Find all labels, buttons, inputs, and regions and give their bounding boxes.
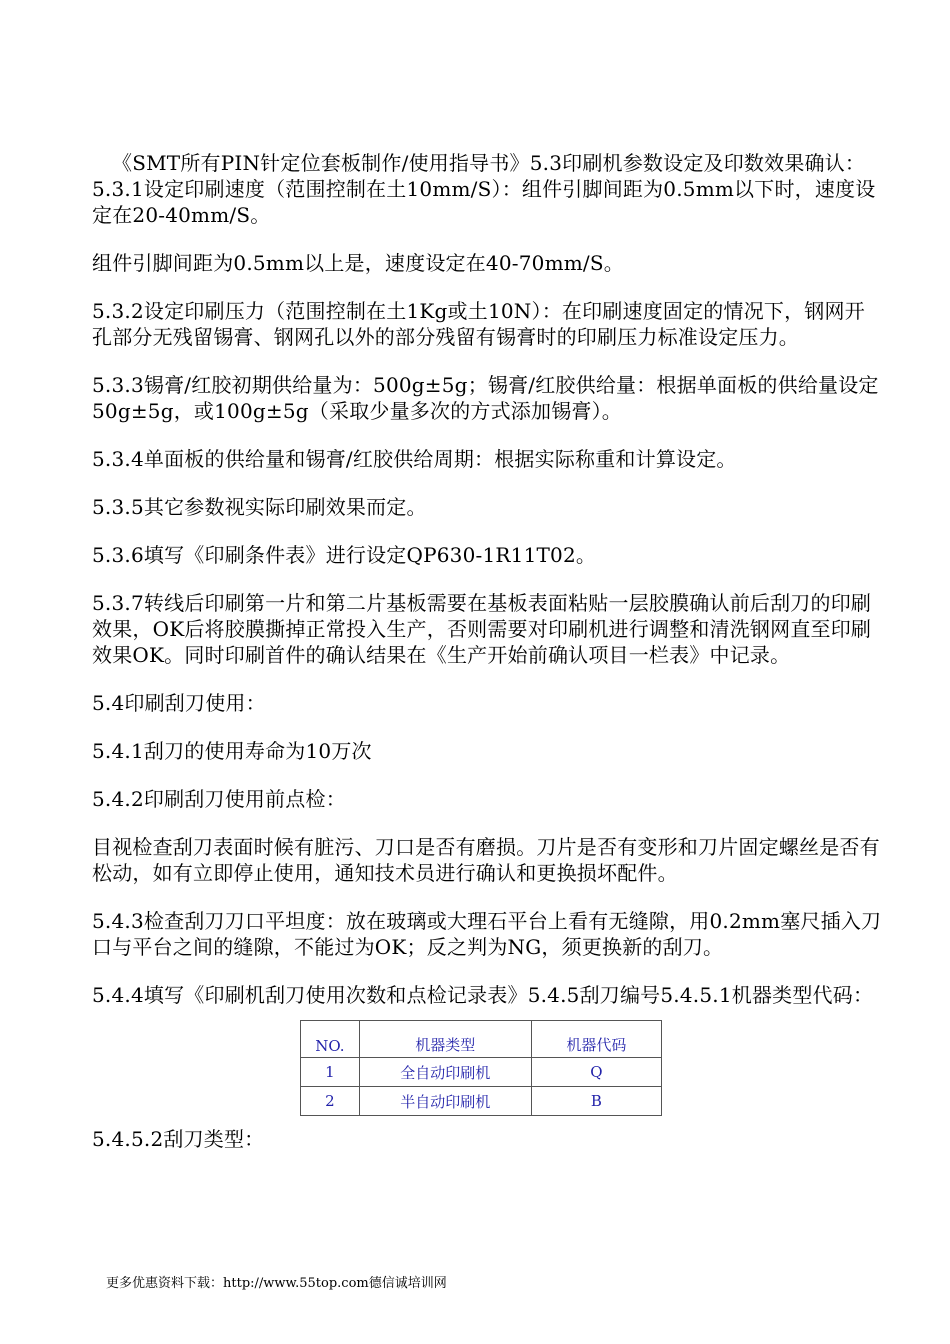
paragraph-5-3-3: 5.3.3锡膏/红胶初期供给量为：500g±5g；锡膏/红胶供给量：根据单面板的供给量设定50g±5g，或100g±5g（采取少量多次的方式添加锡膏）。 <box>92 373 879 423</box>
table-row <box>301 1087 662 1116</box>
table-header-machine-type: 机器类型 <box>359 1021 531 1058</box>
table-header-no: NO. <box>301 1021 360 1058</box>
paragraph-visual-inspection: 目视检查刮刀表面时候有脏污、刀口是否有磨损。刀片是否有变形和刀片固定螺丝是否有松动，如有立即停止使用，通知技术员进行确认和更换损坏配件。 <box>92 835 880 885</box>
paragraph-5-3-5: 5.3.5其它参数视实际印刷效果而定。 <box>92 495 427 519</box>
paragraph-5-4-3: 5.4.3检查刮刀刀口平坦度：放在玻璃或大理石平台上看有无缝隙，用0.2mm塞尺插入刀口与平台之间的缝隙，不能过为OK；反之判为NG，须更换新的刮刀。 <box>92 909 882 959</box>
paragraph-5-3-2: 5.3.2设定印刷压力（范围控制在土1Kg或土10N）：在印刷速度固定的情况下，钢网开孔部分无残留锡膏、钢网孔以外的部分残留有锡膏时的印刷压力标准设定压力。 <box>92 299 865 349</box>
table-header-machine-code: 机器代码 <box>531 1021 661 1058</box>
table-cell-machine-type: 半自动印刷机 <box>359 1087 531 1116</box>
paragraph-5-4-1: 5.4.1刮刀的使用寿命为10万次 <box>92 739 372 763</box>
table-cell-machine-type: 全自动印刷机 <box>359 1058 531 1087</box>
table-cell-no: 1 <box>301 1058 360 1087</box>
document-body <box>92 150 882 1174</box>
table-cell-no: 2 <box>301 1087 360 1116</box>
paragraph-5-3-6: 5.3.6填写《印刷条件表》进行设定QP630-1R11T02。 <box>92 543 597 567</box>
footer-download-note: 更多优惠资料下载：http://www.55top.com德信诚培训网 <box>106 1276 447 1291</box>
paragraph-5-4: 5.4印刷刮刀使用： <box>92 691 266 715</box>
paragraph-5-4-2: 5.4.2印刷刮刀使用前点检： <box>92 787 346 811</box>
paragraph-5-3-4: 5.3.4单面板的供给量和锡膏/红胶供给周期：根据实际称重和计算设定。 <box>92 447 737 471</box>
machine-type-table-wrapper <box>300 1020 882 1116</box>
table-row <box>301 1058 662 1087</box>
machine-type-table <box>300 1020 662 1116</box>
paragraph-5-4-4: 5.4.4填写《印刷机刮刀使用次数和点检记录表》5.4.5刮刀编号5.4.5.1机器类型代码： <box>92 983 874 1007</box>
table-header-row <box>301 1021 662 1058</box>
table-cell-machine-code: B <box>531 1087 661 1116</box>
paragraph-pin-pitch-above: 组件引脚间距为0.5mm以上是，速度设定在40-70mm/S。 <box>92 251 624 275</box>
paragraph-5-4-5-2: 5.4.5.2刮刀类型： <box>92 1127 265 1151</box>
paragraph-5-3-1: 《SMT所有PIN针定位套板制作/使用指导书》5.3印刷机参数设定及印数效果确认：5.3.1设定印刷速度（范围控制在土10mm/S）：组件引脚间距为0.5mm以下时，速度设定在20-40mm/S。 <box>92 151 876 227</box>
paragraph-5-3-7: 5.3.7转线后印刷第一片和第二片基板需要在基板表面粘贴一层胶膜确认前后刮刀的印刷效果，OK后将胶膜撕掉正常投入生产，否则需要对印刷机进行调整和清洗钢网直至印刷效果OK。同时印刷首件的确认结果在《生产开始前确认项目一栏表》中记录。 <box>92 591 872 667</box>
table-cell-machine-code: Q <box>531 1058 661 1087</box>
